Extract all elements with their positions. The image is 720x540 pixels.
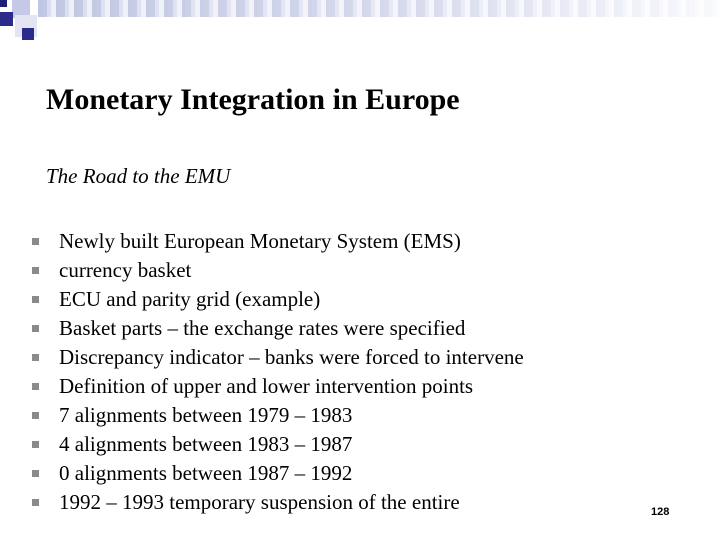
bullet-text: 4 alignments between 1983 – 1987	[59, 432, 353, 456]
bullet-item	[30, 256, 524, 285]
slide-subtitle: The Road to the EMU	[46, 164, 231, 188]
square-bullet-icon	[32, 412, 39, 419]
bullet-text: Newly built European Monetary System (EMS)	[59, 229, 461, 253]
square-bullet-icon	[32, 383, 39, 390]
bullet-text: ECU and parity grid (example)	[59, 287, 321, 311]
bullet-item	[30, 430, 524, 459]
page-number: 128	[651, 506, 670, 518]
slide-title: Monetary Integration in Europe	[46, 83, 460, 116]
bullet-text: currency basket	[59, 258, 192, 282]
square-bullet-icon	[32, 441, 39, 448]
bullet-item	[30, 343, 524, 372]
square-bullet-icon	[32, 325, 39, 332]
bullet-text: 0 alignments between 1987 – 1992	[59, 461, 353, 485]
bullet-item	[30, 401, 524, 430]
bullet-item	[30, 285, 524, 314]
bullet-item	[30, 372, 524, 401]
bullet-item	[30, 227, 524, 256]
bullet-text: Discrepancy indicator – banks were forced to intervene	[59, 345, 524, 369]
header-pattern-fade	[38, 0, 720, 17]
square-bullet-icon	[32, 470, 39, 477]
bullet-text: 7 alignments between 1979 – 1983	[59, 403, 353, 427]
bullet-item	[30, 314, 524, 343]
square-bullet-icon	[32, 267, 39, 274]
square-bullet-icon	[32, 296, 39, 303]
bullet-text: Basket parts – the exchange rates were specified	[59, 316, 466, 340]
corner-square-icon	[22, 28, 34, 40]
bullet-text: 1992 – 1993 temporary suspension of the entire	[59, 490, 460, 514]
bullet-list	[30, 227, 524, 517]
square-bullet-icon	[32, 354, 39, 361]
square-bullet-icon	[32, 499, 39, 506]
bullet-item	[30, 459, 524, 488]
corner-square-icon	[0, 12, 13, 26]
bullet-item	[30, 488, 524, 517]
square-bullet-icon	[32, 238, 39, 245]
bullet-text: Definition of upper and lower intervention points	[59, 374, 474, 398]
corner-square-icon	[0, 0, 7, 7]
